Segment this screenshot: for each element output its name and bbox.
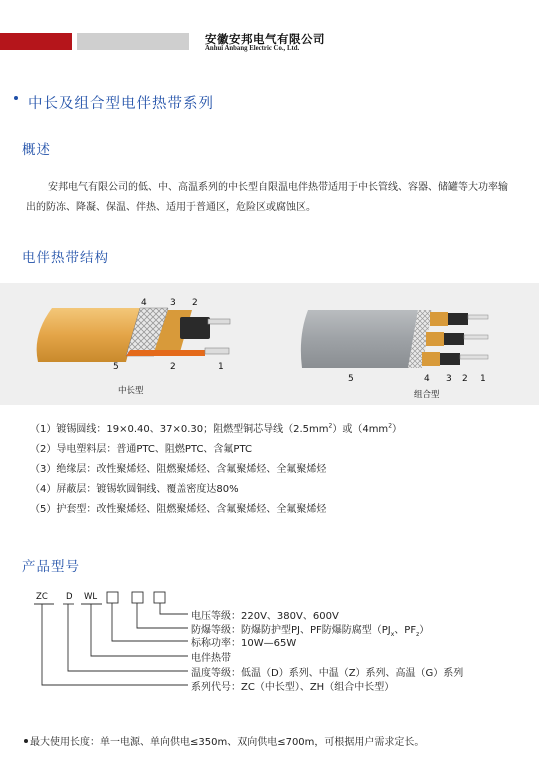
model-item-power: 标称功率：10W—65W [191,638,297,649]
code-box-3 [154,592,165,603]
header-red-bar [0,33,72,50]
spec-item-1: （1）镀锡圆线：19×0.40、37×0.30；阻燃型铜芯导线$(2.5mm^2)$或$(4mm^2)$ [30,422,403,435]
structure-heading: 电伴热带结构 [22,250,109,266]
series-title: 中长及组合型电伴热带系列 [28,96,214,112]
left-label-2b: 2 [170,362,176,372]
right-label-2: 2 [462,374,468,384]
model-item-series: 系列代号：ZC（中长型）、ZH（组合中长型） [191,682,395,693]
code-wl: WL [84,592,98,602]
footnote-bullet-icon [24,739,28,743]
bullet-icon [14,96,18,100]
overview-heading: 概述 [22,142,51,158]
strand-middle [426,332,488,346]
model-heading: 产品型号 [22,559,80,575]
code-box-2 [132,592,143,603]
model-code-diagram [30,588,200,703]
spec-item-4: （4）屏蔽层：镀锡软圆铜线、覆盖密度达80% [30,484,239,495]
right-label-4: 4 [424,374,430,384]
zuhe-cable-diagram [300,296,495,376]
code-box-1 [107,592,118,603]
zhongchang-caption: 中长型 [118,386,144,396]
model-item-temperature: 温度等级：低温（D）系列、中温（Z）系列、高温（G）系列 [191,668,464,679]
outer-sheath [37,308,140,362]
overview-text [26,178,516,218]
strand-bottom [422,352,488,366]
zuhe-caption: 组合型 [414,390,440,400]
model-item-cable: 电伴热带 [191,653,231,664]
header-gray-bar [77,33,189,50]
left-label-4: 4 [141,298,147,308]
left-label-3: 3 [170,298,176,308]
right-label-5: 5 [348,374,354,384]
company-name-en: Anhui Anbang Electric Co., Ltd. [205,45,300,52]
left-label-2: 2 [192,298,198,308]
spec-item-3: （3）绝缘层：改性聚烯烃、阻燃聚烯烃、含氟聚烯烃、全氟聚烯烃 [30,464,327,475]
code-zc: ZC [36,592,48,602]
right-label-1: 1 [480,374,486,384]
model-item-voltage: 电压等级：220V、380V、600V [191,611,339,622]
top-wire [208,319,230,324]
spec-item-5: （5）护套型：改性聚烯烃、阻燃聚烯烃、含氟聚烯烃、全氟聚烯烃 [30,504,327,515]
zhongchang-cable-diagram [30,290,245,370]
conductive-core [180,317,210,339]
footnote: 最大使用长度：单一电源、单向供电≤350m、双向供电≤700m，可根据用户需求定长。 [30,737,425,748]
bottom-wire [205,348,229,354]
outer-sheath-gray [301,310,418,368]
orange-wire [126,350,205,356]
overview-paragraph: 安邦电气有限公司的低、中、高温系列的中长型自限温电伴热带适用于中长管线、容器、储罐等大功率输出的防冻、降凝、保温、伴热、适用于普通区，危险区或腐蚀区。 [26,182,508,213]
left-label-5: 5 [113,362,119,372]
strand-top [430,312,488,326]
left-label-1: 1 [218,362,224,372]
spec-item-2: （2）导电塑料层：普通PTC、阻燃PTC、含氟PTC [30,444,252,455]
right-label-3: 3 [446,374,452,384]
model-item-explosion: 防爆等级：防爆防护型PJ、PF防爆防腐型（$PJ_x$、$PF_z$） [191,625,430,638]
company-name-cn: 安徽安邦电气有限公司 [205,32,325,46]
code-d: D [66,592,73,602]
